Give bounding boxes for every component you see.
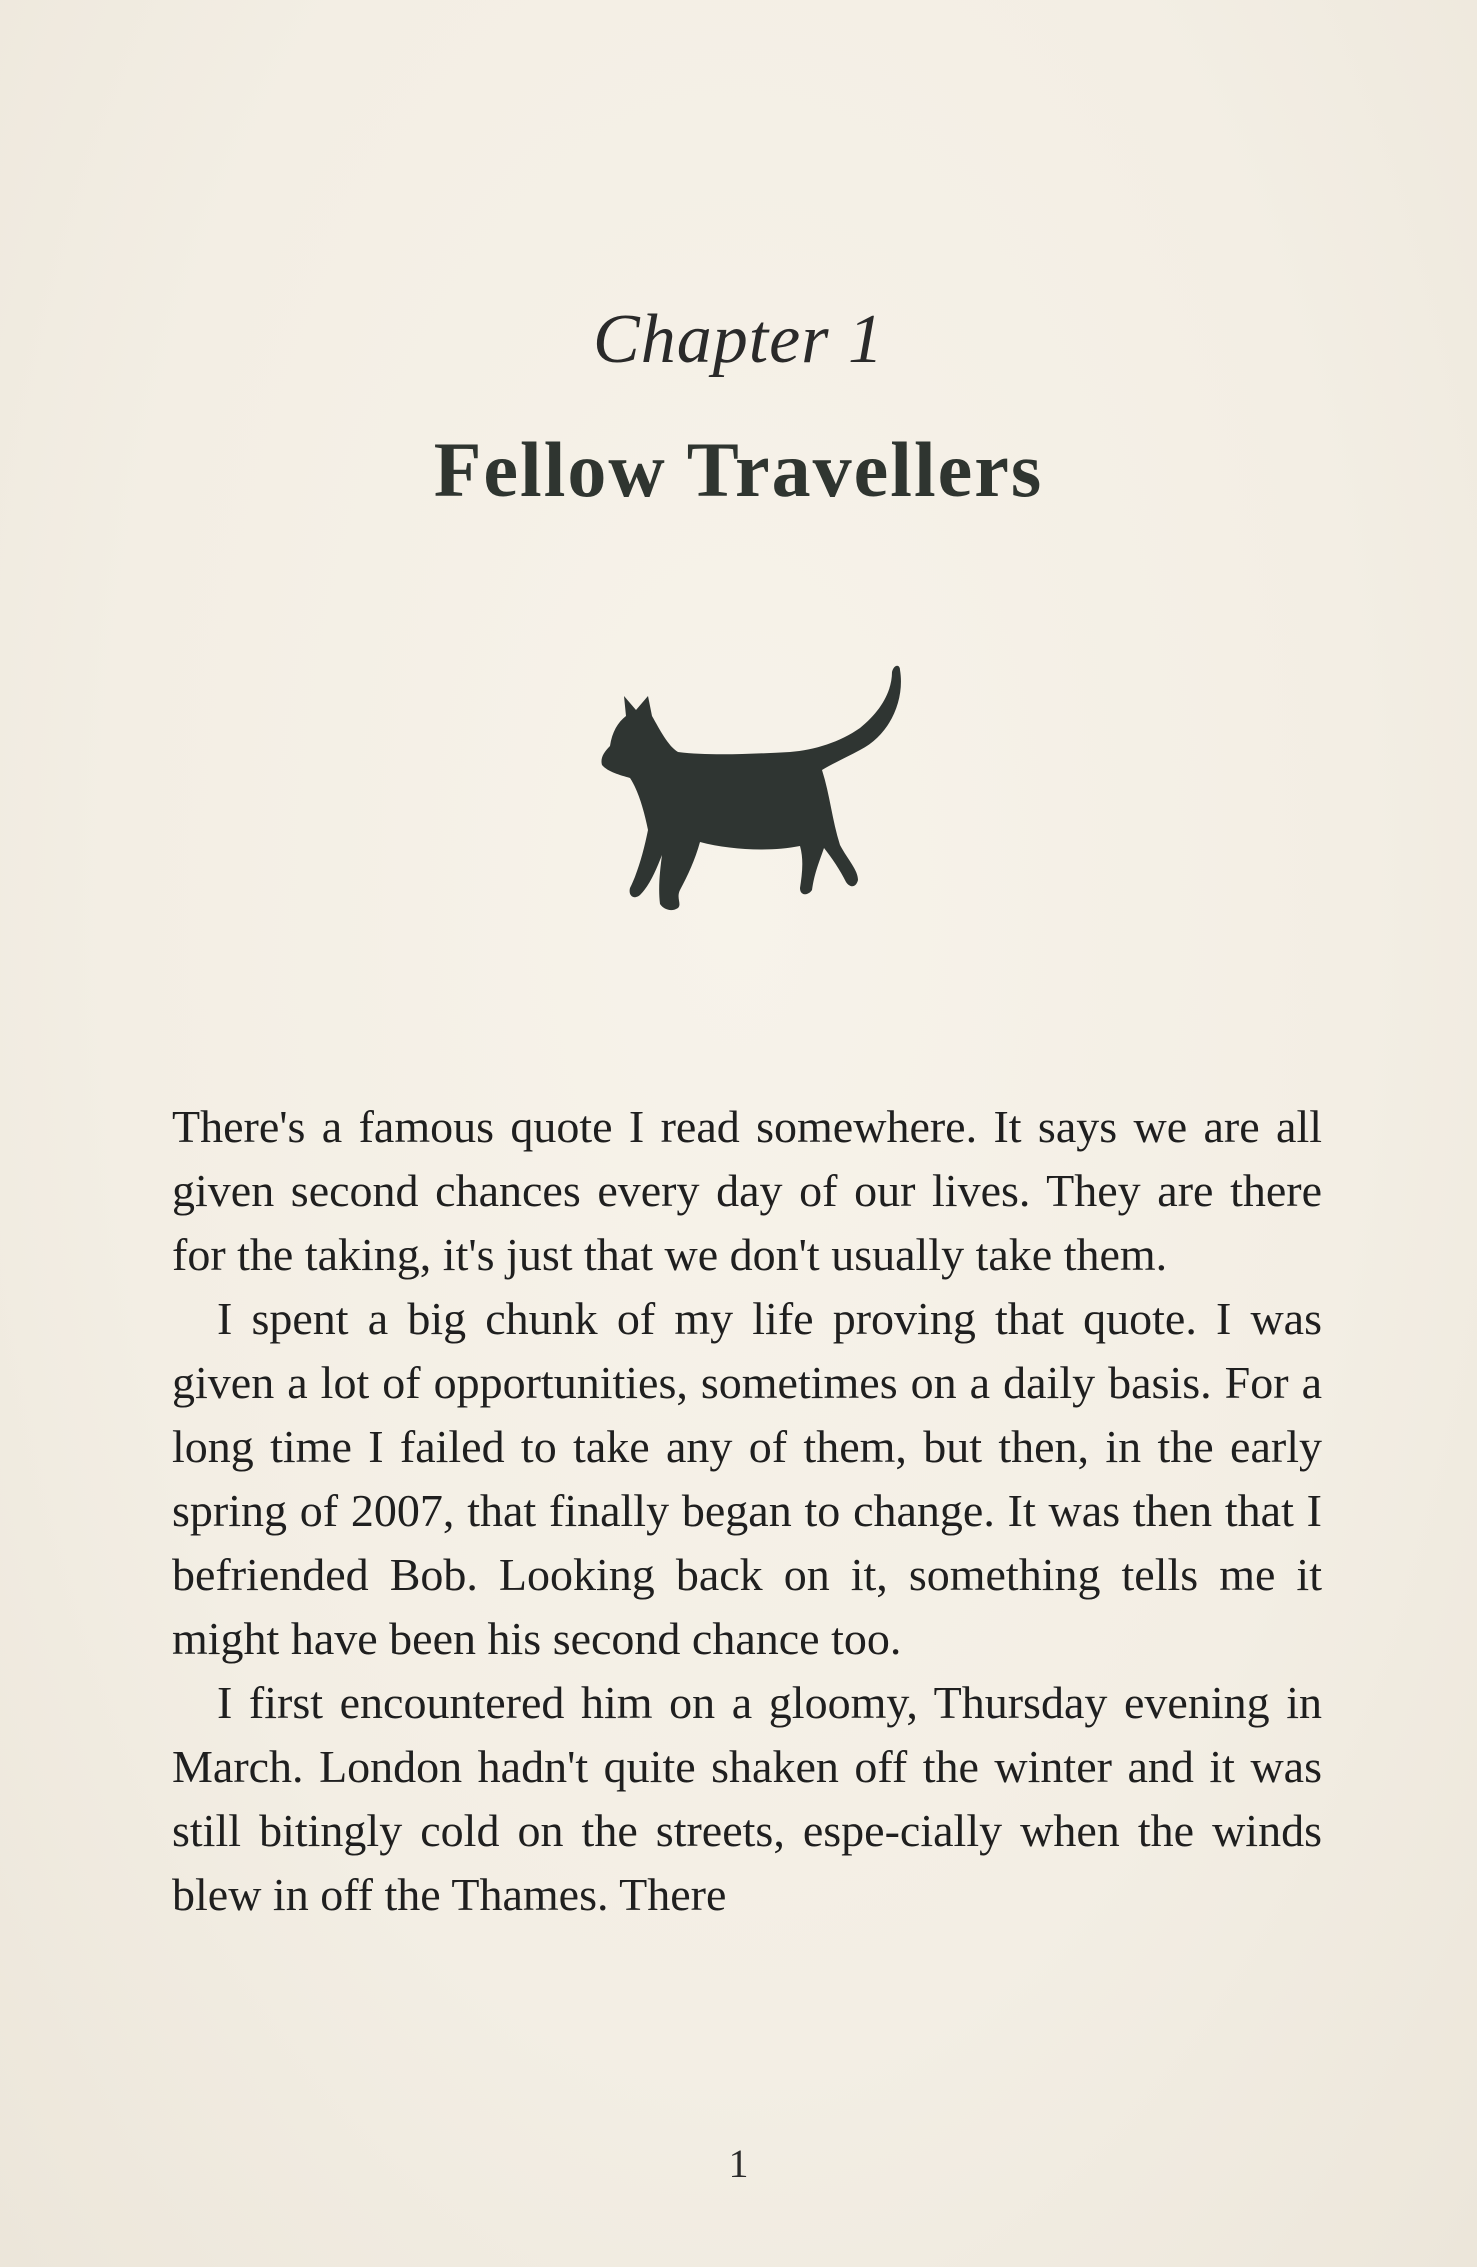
chapter-label: Chapter 1 [593, 301, 884, 378]
page-number: 1 [728, 2141, 749, 2186]
body-text [172, 1095, 1322, 1927]
paragraph-1: There's a famous quote I read somewhere. It says we are all given second chances every day of our lives. They are there for the taking, it's just that we don't usually take them. [172, 1101, 1322, 1280]
paragraph-2: I spent a big chunk of my life proving that quote. I was given a lot of opportunities, sometimes on a daily basis. For a long time I failed to take any of them, but then, in the early spring of 2007, that finally began to change. It was then that I befriended Bob. Looking back on it, something tells me it might have been his second chance too. [172, 1293, 1322, 1664]
chapter-title: Fellow Travellers [433, 426, 1044, 513]
cat-silhouette-icon [600, 660, 920, 940]
paragraph-3: I first encountered him on a gloomy, Thursday evening in March. London hadn't quite shaken off the winter and it was still bitingly cold on the streets, espe-cially when the winds blew in off the Thames. There [172, 1677, 1322, 1920]
